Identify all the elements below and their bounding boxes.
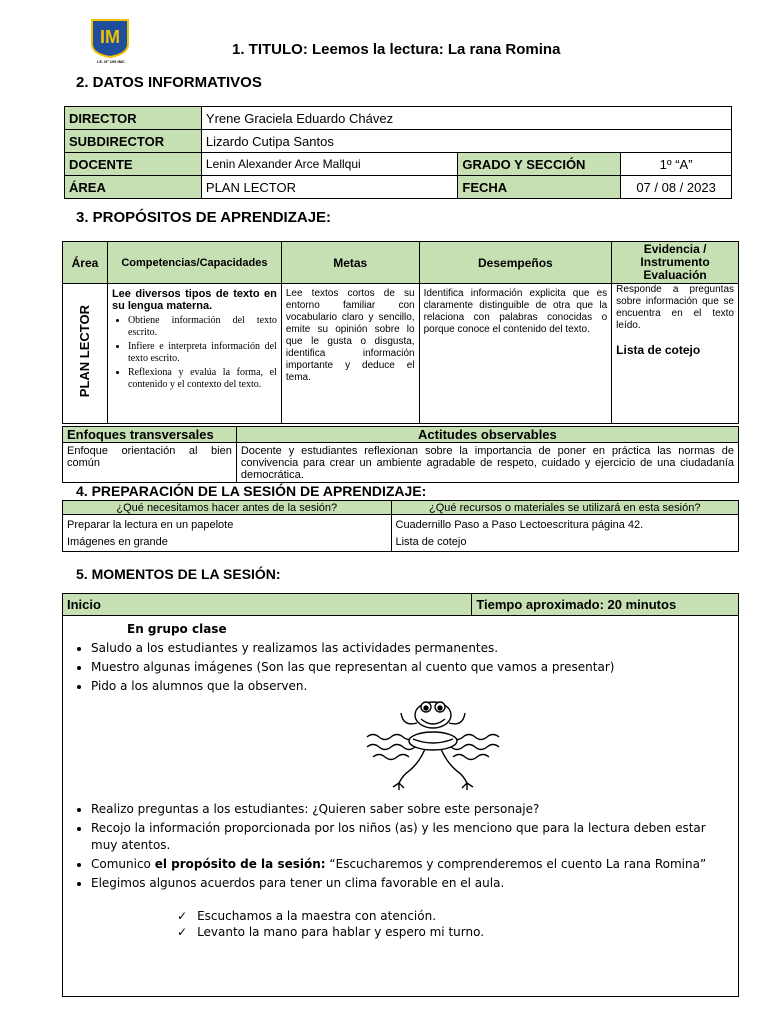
metas-text: Lee textos cortos de su entorno familiar con vocabulario claro y sencillo, emite su opinión sobre lo que le gusta o disgusta, identifica información importante y deduce el tema. <box>281 284 419 424</box>
inicio-item: • Comunico el propósito de la sesión: “Escucharemos y comprenderemos el cuento La rana Romina” <box>91 856 732 873</box>
grupo-clase: En grupo clase <box>127 622 227 636</box>
inicio-item: • Pido a los alumnos que la observen. <box>91 678 732 695</box>
docente-value: Lenin Alexander Arce Mallqui <box>201 153 458 176</box>
enfoque-text: Enfoque orientación al bien común <box>63 443 237 483</box>
fecha-value: 07 / 08 / 2023 <box>621 176 732 199</box>
propositos-table <box>62 241 739 424</box>
inicio-item: • Realizo preguntas a los estudiantes: ¿Quieren saber sobre este personaje? <box>91 801 732 818</box>
area-label: ÁREA <box>65 176 202 199</box>
inicio-item: • Recojo la información proporcionada por los niños (as) y les menciono que para la lectura deben estar muy atentos. <box>91 820 732 854</box>
frog-image <box>63 697 732 801</box>
subdirector-value: Lizardo Cutipa Santos <box>201 130 731 153</box>
acuerdo-item: ✓ Levanto la mano para hablar y espero mi turno. <box>199 924 732 940</box>
area-value: PLAN LECTOR <box>201 176 458 199</box>
header-competencias: Competencias/Capacidades <box>107 242 281 284</box>
competencia-title: Lee diversos tipos de texto en su lengua materna. <box>111 288 277 312</box>
actitud-text: Docente y estudiantes reflexionan sobre la importancia de poner en práctica las normas de convivencia para crear un ambiente agradable de respeto, cuidado y ejercicio de una ciudadanía democrática. <box>236 443 738 483</box>
logo-subtitle: I.E. Nº 109 IMC <box>97 59 125 64</box>
grado-label: GRADO Y SECCIÓN <box>458 153 621 176</box>
recursos-header: ¿Qué recursos o materiales se utilizará en esta sesión? <box>391 501 739 515</box>
director-label: DIRECTOR <box>65 107 202 130</box>
instrumento-text: Lista de cotejo <box>616 343 701 357</box>
subdirector-label: SUBDIRECTOR <box>65 130 202 153</box>
inicio-item: • Saludo a los estudiantes y realizamos las actividades permanentes. <box>91 640 732 657</box>
area-plan-lector: PLAN LECTOR <box>76 305 92 398</box>
actitudes-label: Actitudes observables <box>236 427 738 443</box>
evidencia-text: Responde a preguntas sobre información que se encuentra en el texto leído. <box>616 284 734 331</box>
school-logo <box>90 18 130 58</box>
recurso-item: Lista de cotejo <box>395 536 467 548</box>
director-value: Yrene Graciela Eduardo Chávez <box>201 107 731 130</box>
recurso-item: Cuadernillo Paso a Paso Lectoescritura página 42. <box>395 519 644 531</box>
inicio-item: • Muestro algunas imágenes (Son las que representan al cuento que vamos a presentar) <box>91 659 732 676</box>
momentos-table <box>62 593 739 997</box>
docente-label: DOCENTE <box>65 153 202 176</box>
desempenos-text: Identifica información explicita que es claramente distinguible de otra que la relaciona con palabras conocidas o porque conoce el contenido del texto. <box>419 284 612 424</box>
grado-value: 1º “A” <box>621 153 732 176</box>
antes-header: ¿Qué necesitamos hacer antes de la sesión? <box>63 501 392 515</box>
info-table <box>64 106 732 199</box>
section-preparacion: 4. PREPARACIÓN DE LA SESIÓN DE APRENDIZAJE: <box>76 483 427 499</box>
antes-item: Preparar la lectura en un papelote <box>67 519 234 531</box>
section-propositos: 3. PROPÓSITOS DE APRENDIZAJE: <box>76 209 332 226</box>
capacidad-item: • Obtiene información del texto escrito. <box>128 315 277 339</box>
section-datos: 2. DATOS INFORMATIVOS <box>76 74 262 91</box>
header-desempenos: Desempeños <box>419 242 612 284</box>
header-area: Área <box>63 242 108 284</box>
antes-item: Imágenes en grande <box>67 536 168 548</box>
acuerdo-item: ✓ Escuchamos a la maestra con atención. <box>199 908 732 924</box>
logo-letters: IM <box>100 27 120 47</box>
capacidad-item: • Infiere e interpreta información del texto escrito. <box>128 341 277 365</box>
inicio-label: Inicio <box>63 594 472 616</box>
page-title: 1. TITULO: Leemos la lectura: La rana Romina <box>232 41 561 58</box>
preparacion-table <box>62 500 739 552</box>
fecha-label: FECHA <box>458 176 621 199</box>
enfoques-label: Enfoques transversales <box>63 427 237 443</box>
tiempo-label: Tiempo aproximado: 20 minutos <box>472 594 739 616</box>
inicio-item: • Elegimos algunos acuerdos para tener un clima favorable en el aula. <box>91 875 732 892</box>
section-momentos: 5. MOMENTOS DE LA SESIÓN: <box>76 566 281 582</box>
header-evidencia: Evidencia / Instrumento Evaluación <box>612 242 739 284</box>
capacidad-item: • Reflexiona y evalúa la forma, el contenido y el contexto del texto. <box>128 367 277 391</box>
header-metas: Metas <box>281 242 419 284</box>
enfoques-table <box>62 426 739 483</box>
